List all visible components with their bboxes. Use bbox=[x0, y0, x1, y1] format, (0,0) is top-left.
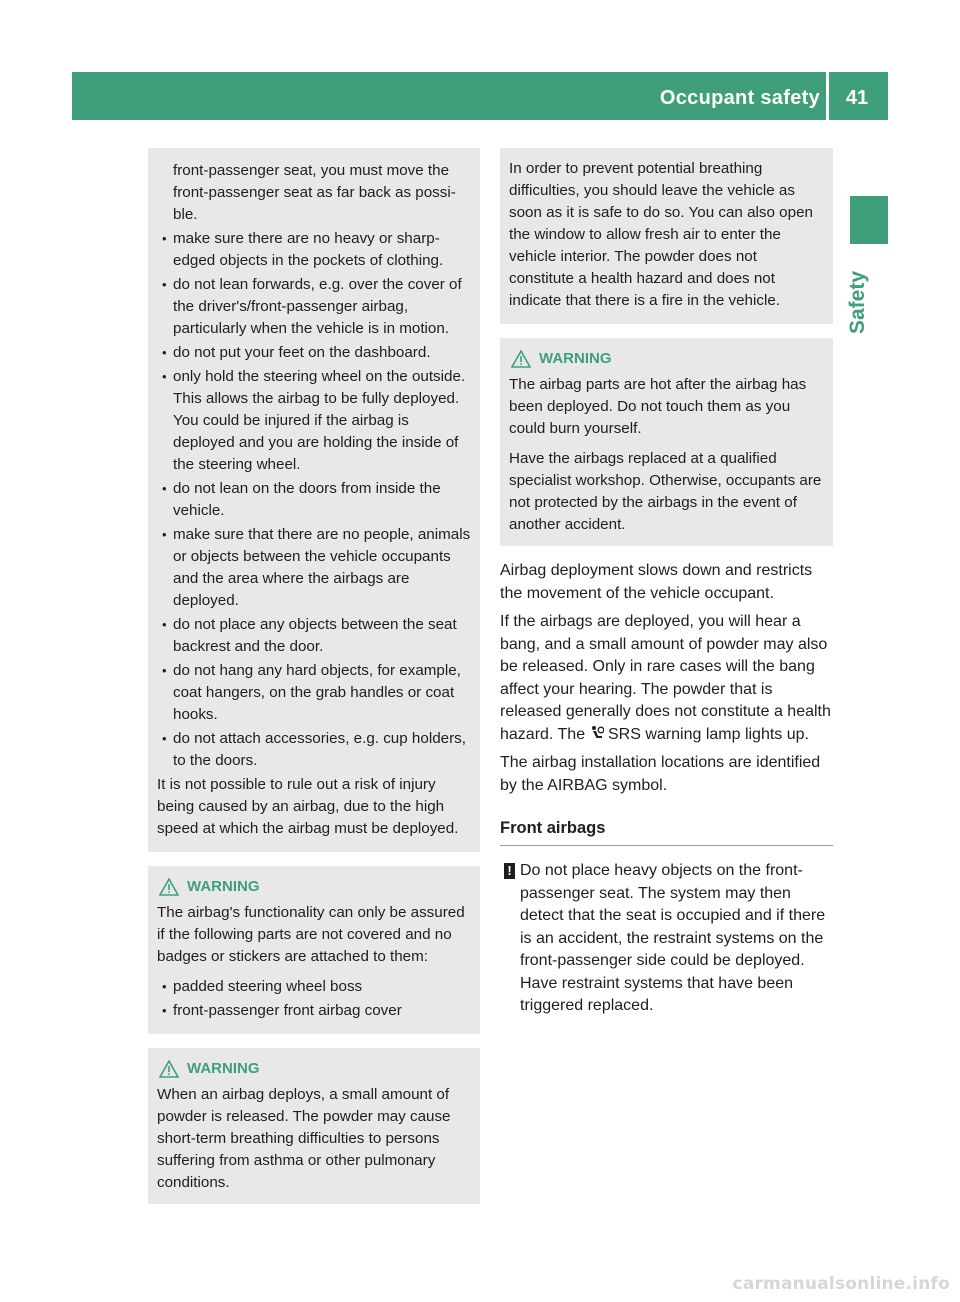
paragraph-text: SRS warning lamp lights up. bbox=[608, 725, 809, 743]
notice-text: Do not place heavy objects on the front-passenger seat. The system may then detect that the seat is occupied and if there is an accident, the restraint systems on the front-passenger side could be deployed. Have restraint systems that have been triggered replaced. bbox=[520, 862, 826, 1014]
warning-box-functionality bbox=[148, 866, 480, 1034]
paragraph: Airbag deployment slows down and restricts the movement of the vehicle occupant. bbox=[500, 562, 813, 602]
continued-warning-box bbox=[148, 148, 480, 852]
warning-label: WARNING bbox=[187, 1060, 260, 1077]
list-item: • do not put your feet on the dashboard. bbox=[157, 342, 472, 364]
warning-text: The airbag's functionality can only be assured if the following parts are not covered and no badges or stickers are attached to them: bbox=[157, 904, 465, 965]
warning-text: Have the airbags replaced at a qualified specialist workshop. Otherwise, occupants are not protected by the airbags in the event of another accident. bbox=[509, 450, 822, 533]
warning-text: The airbag parts are hot after the airbag has been deployed. Do not touch them as you could burn yourself. bbox=[509, 376, 807, 437]
info-text: In order to prevent potential breathing difficulties, you should leave the vehicle as soon as it is safe to do so. You can also open the window to allow fresh air to enter the vehicle interior. The powder does not constitute a health hazard and does not indicate that there is a fire in the vehicle. bbox=[509, 160, 813, 309]
exclamation-icon: ! bbox=[504, 863, 515, 879]
warning-triangle-icon bbox=[511, 350, 531, 368]
left-column bbox=[148, 148, 480, 1204]
warning-label: WARNING bbox=[539, 350, 612, 367]
warning-label: WARNING bbox=[187, 878, 260, 895]
paragraph: The airbag installation locations are identified by the AIRBAG symbol. bbox=[500, 754, 821, 794]
text-line: ble. bbox=[173, 206, 198, 223]
notice-block bbox=[500, 860, 833, 1018]
warning-text: When an airbag deploys, a small amount of powder is released. The powder may cause short-term breathing difficulties to persons suffering from asthma or other pulmonary conditions. bbox=[157, 1086, 451, 1191]
page-title: Occupant safety bbox=[659, 87, 820, 109]
warning-heading bbox=[159, 1058, 472, 1080]
warning-heading bbox=[511, 348, 825, 370]
warning-triangle-icon bbox=[159, 1060, 179, 1078]
watermark: carmanualsonline.info bbox=[732, 1274, 950, 1294]
warning-heading bbox=[159, 876, 472, 898]
continued-text bbox=[157, 160, 472, 228]
list-item: • do not attach accessories, e.g. cup holders, to the doors. bbox=[157, 728, 472, 772]
list-item: • make sure that there are no people, animals or objects between the vehicle occupants and the area where the airbags are deployed. bbox=[157, 524, 472, 612]
page-number: 41 bbox=[845, 87, 869, 109]
paragraph-srs bbox=[500, 611, 833, 746]
paragraph-text: If the airbags are deployed, you will hear a bang, and a small amount of powder may also be released. Only in rare cases will the bang affect your hearing. The powder that is released generally does not constitute a health hazard. The bbox=[500, 613, 831, 743]
list-item: • do not lean on the doors from inside the vehicle. bbox=[157, 478, 472, 522]
warning-bullet-list bbox=[157, 976, 472, 1022]
warning-box-powder bbox=[148, 1048, 480, 1204]
list-item: • do not place any objects between the seat backrest and the door. bbox=[157, 614, 472, 658]
closing-paragraph: It is not possible to rule out a risk of injury being caused by an airbag, due to the high speed at which the airbag must be deployed. bbox=[157, 776, 459, 837]
section-heading-front-airbags: Front airbags bbox=[500, 817, 833, 846]
srs-airbag-icon bbox=[590, 725, 604, 741]
side-tab-marker bbox=[850, 196, 888, 244]
list-item: • padded steering wheel boss bbox=[157, 976, 472, 998]
list-item: • do not hang any hard objects, for example, coat hangers, on the grab handles or coat hooks. bbox=[157, 660, 472, 726]
warning-triangle-icon bbox=[159, 878, 179, 896]
body-text bbox=[500, 560, 833, 797]
list-item: • only hold the steering wheel on the outside. This allows the airbag to be fully deployed. You could be injured if the airbag is deployed and you are holding the inside of the steering wheel. bbox=[157, 366, 472, 476]
list-item: • make sure there are no heavy or sharp-edged objects in the pockets of clothing. bbox=[157, 228, 472, 272]
safety-bullet-list bbox=[157, 228, 472, 772]
right-column bbox=[500, 148, 833, 1018]
side-tab-label: Safety bbox=[846, 270, 869, 334]
warning-box-hot-parts bbox=[500, 338, 833, 546]
list-item: • front-passenger front airbag cover bbox=[157, 1000, 472, 1022]
text-line: front-passenger seat, you must move the bbox=[173, 162, 450, 179]
list-item: • do not lean forwards, e.g. over the cover of the driver's/front-passenger airbag, particularly when the vehicle is in motion. bbox=[157, 274, 472, 340]
breathing-info-box bbox=[500, 148, 833, 324]
text-line: front-passenger seat as far back as possi- bbox=[173, 184, 456, 201]
